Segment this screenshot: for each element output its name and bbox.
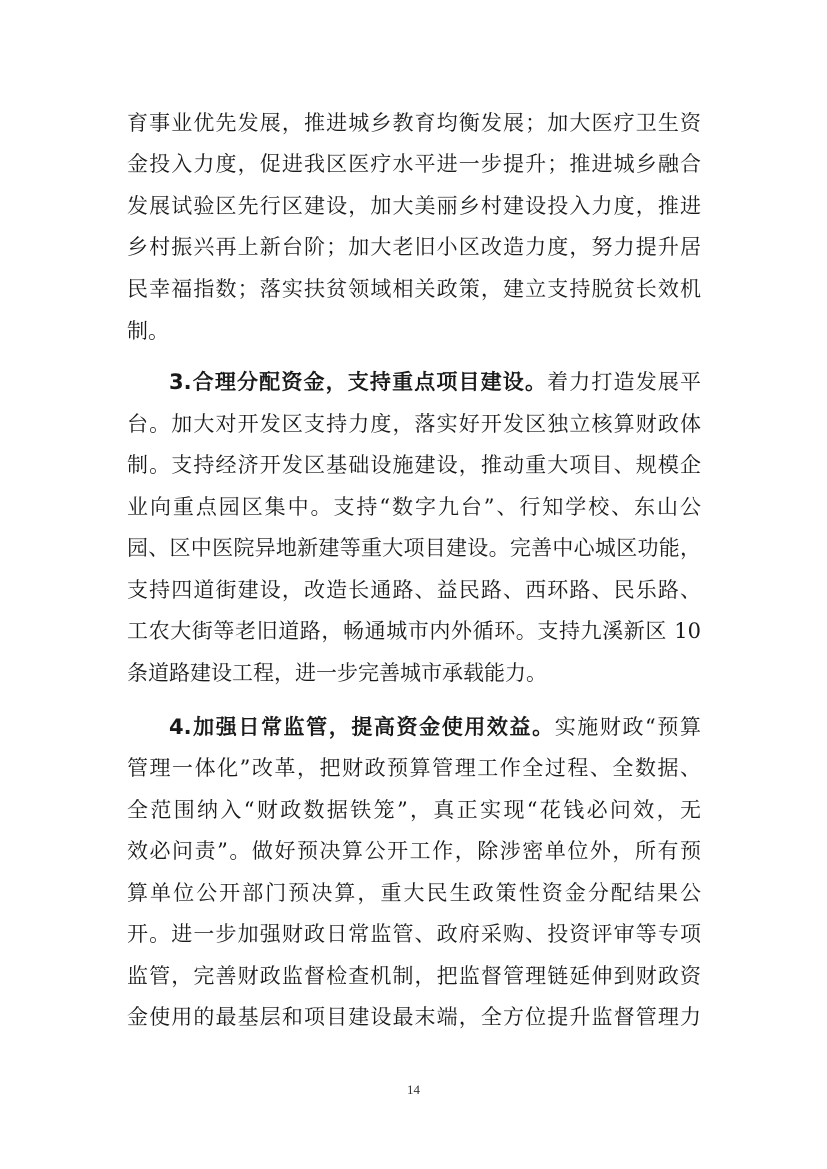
text-line: 业向重点园区集中。支持“数字九台”、行知学校、东山公	[127, 495, 701, 519]
text-line: 金使用的最基层和项目建设最末端，全方位提升监督管理力	[127, 1005, 701, 1029]
text-line: 条道路建设工程，进一步完善城市承载能力。	[127, 661, 547, 685]
text-line: 算单位公开部门预决算，重大民生政策性资金分配结果公	[127, 881, 701, 905]
section-heading: 4.加强日常监管，提高资金使用效益。	[169, 715, 555, 739]
text-line: 制。支持经济开发区基础设施建设，推动重大项目、规模企	[127, 453, 701, 477]
section-heading-line	[169, 367, 701, 397]
text-line: 支持四道街建设，改造长通路、益民路、西环路、民乐路、	[127, 578, 701, 602]
text-line: 管理一体化”改革，把财政预算管理工作全过程、全数据、	[127, 756, 701, 780]
section-heading-line	[169, 712, 701, 742]
text-line: 乡村振兴再上新台阶；加大老旧小区改造力度，努力提升居	[127, 235, 701, 259]
text-line: 育事业优先发展，推进城乡教育均衡发展；加大医疗卫生资	[127, 111, 701, 135]
section-heading: 3.合理分配资金，支持重点项目建设。	[169, 370, 548, 394]
text-line: 效必问责”。做好预决算公开工作，除涉密单位外，所有预	[127, 839, 701, 863]
text-line: 台。加大对开发区支持力度，落实好开发区独立核算财政体	[127, 412, 701, 436]
section-heading-rest: 着力打造发展平	[547, 370, 701, 394]
text-line: 发展试验区先行区建设，加大美丽乡村建设投入力度，推进	[127, 194, 701, 218]
text-line: 全范围纳入“财政数据铁笼”，真正实现“花钱必问效，无	[127, 798, 701, 822]
text-line: 工农大街等老旧道路，畅通城市内外循环。支持九溪新区 10	[127, 619, 701, 643]
text-line: 园、区中医院异地新建等重大项目建设。完善中心城区功能，	[127, 536, 701, 560]
text-line: 金投入力度，促进我区医疗水平进一步提升；推进城乡融合	[127, 152, 701, 176]
text-line: 民幸福指数；落实扶贫领域相关政策，建立支持脱贫长效机	[127, 277, 701, 301]
text-line: 制。	[127, 319, 169, 343]
section-heading-rest: 实施财政“预算	[554, 715, 701, 739]
page-number: 14	[407, 1082, 420, 1097]
text-line: 监管，完善财政监督检查机制，把监督管理链延伸到财政资	[127, 964, 701, 988]
text-line: 开。进一步加强财政日常监管、政府采购、投资评审等专项	[127, 922, 701, 946]
